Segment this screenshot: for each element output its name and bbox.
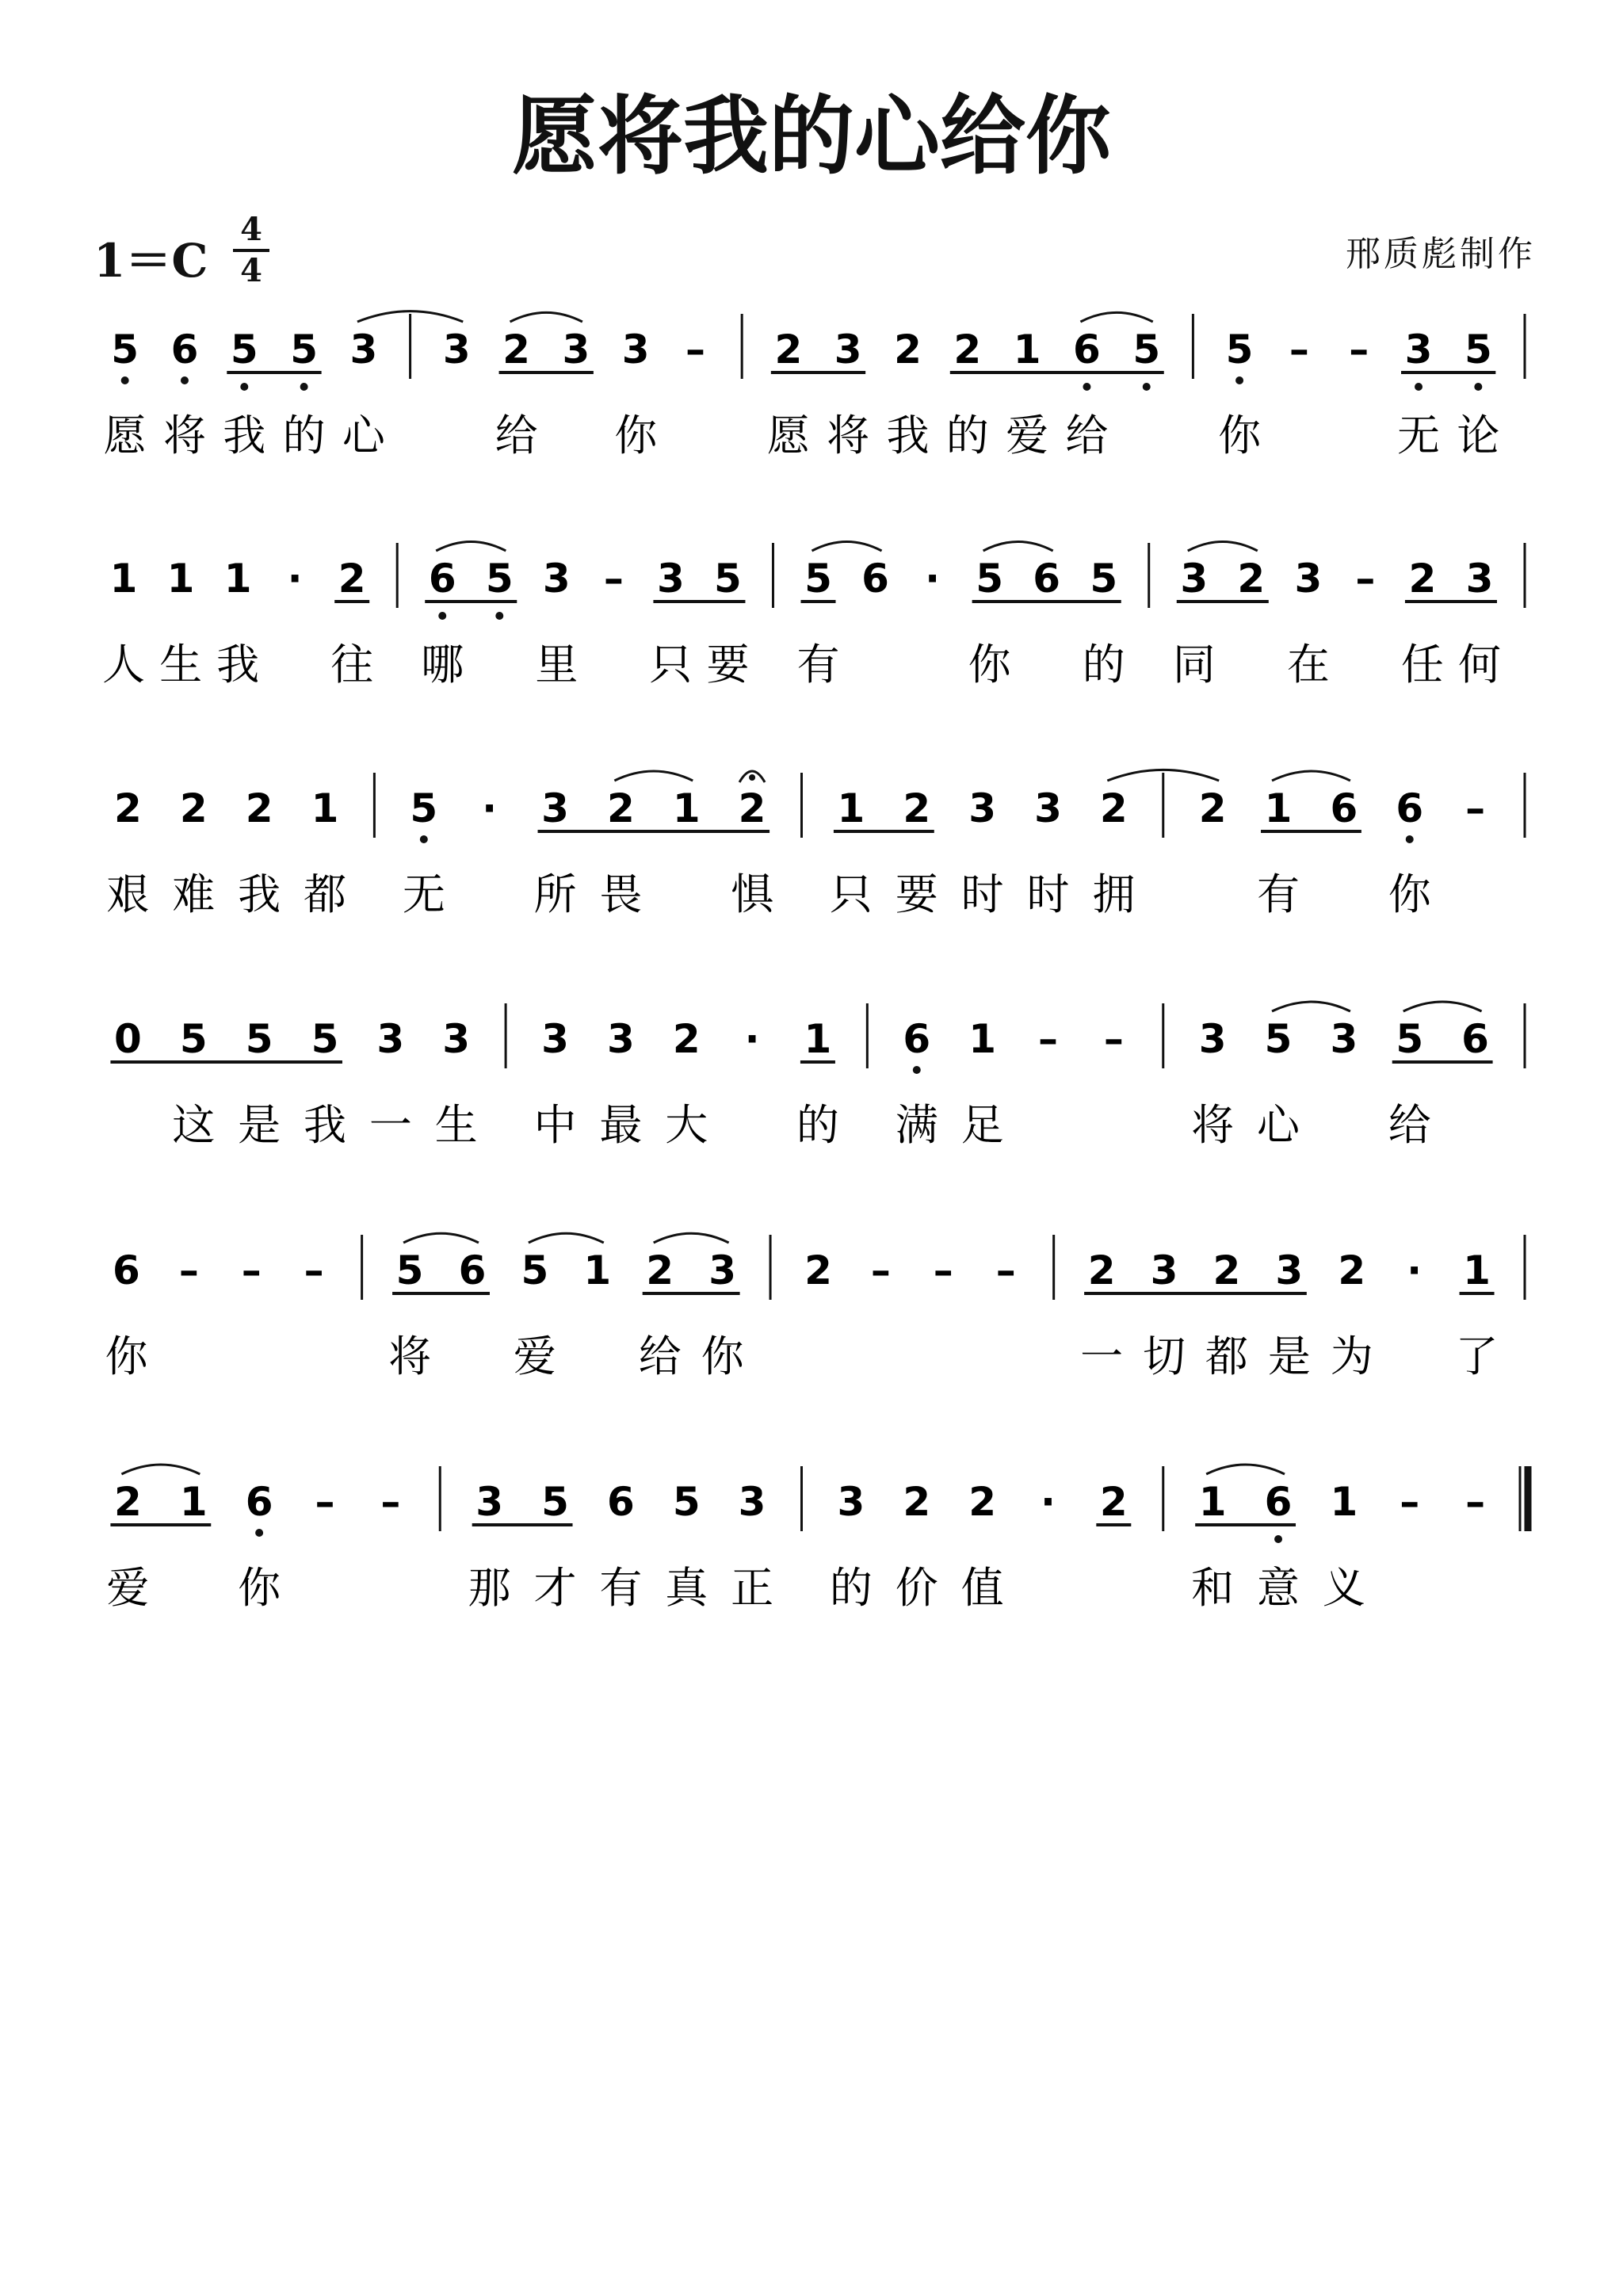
note: 1 xyxy=(804,1016,832,1062)
lyric-char: 无 xyxy=(1397,411,1441,460)
note: 5 xyxy=(485,556,514,602)
lyric-char: 将 xyxy=(1191,1100,1235,1150)
octave-dot xyxy=(300,383,308,391)
lyric-char: 正 xyxy=(731,1563,774,1613)
song-title: 愿将我的心给你 xyxy=(511,86,1111,186)
note: 5 xyxy=(311,1016,339,1062)
key-signature: 1＝C xyxy=(94,234,208,288)
note: – xyxy=(685,327,706,372)
lyric-char: 你 xyxy=(1388,869,1431,919)
lyric-char: 的 xyxy=(282,411,326,460)
octave-dot xyxy=(1143,383,1151,391)
octave-dot xyxy=(1474,383,1482,391)
note: 2 xyxy=(1338,1247,1366,1293)
note: 2 xyxy=(646,1247,674,1293)
lyric-char: 都 xyxy=(303,869,346,919)
lyric-char: 的 xyxy=(1082,640,1125,690)
note: 5 xyxy=(1264,1016,1293,1062)
octave-dot xyxy=(495,612,503,620)
note: 6 xyxy=(903,1016,931,1062)
note: 1 xyxy=(223,556,252,602)
note: 3 xyxy=(541,1016,569,1062)
lyric-char: 满 xyxy=(895,1100,938,1150)
note: 1 xyxy=(179,1479,208,1525)
lyric-char: 无 xyxy=(402,869,445,919)
note: 1 xyxy=(1264,785,1293,831)
note: 3 xyxy=(1198,1016,1227,1062)
octave-dot xyxy=(420,835,428,843)
note: 2 xyxy=(804,1247,832,1293)
lyric-char: 心 xyxy=(342,411,385,460)
note: 2 xyxy=(1099,1479,1128,1525)
note: 5 xyxy=(395,1247,424,1293)
slur xyxy=(654,1233,729,1243)
fermata-dot xyxy=(749,774,755,781)
note: 6 xyxy=(1264,1479,1293,1525)
note: 0 xyxy=(114,1016,142,1062)
slur xyxy=(1188,541,1258,551)
note: 1 xyxy=(672,785,701,831)
note: 6 xyxy=(170,327,199,372)
note: · xyxy=(482,785,498,831)
lyric-char: 任 xyxy=(1400,640,1444,690)
octave-dot xyxy=(1406,835,1414,843)
note: – xyxy=(870,1247,891,1293)
slur xyxy=(812,541,882,551)
lyric-char: 意 xyxy=(1257,1563,1300,1613)
lyric-char: 我 xyxy=(238,869,281,919)
lyric-char: 给 xyxy=(1065,411,1109,460)
slur xyxy=(403,1233,479,1243)
lyric-char: 价 xyxy=(895,1563,938,1613)
note: 5 xyxy=(1225,327,1254,372)
lyric-char: 和 xyxy=(1191,1563,1235,1613)
lyric-char: 要 xyxy=(706,640,750,690)
lyric-char: 爱 xyxy=(1006,411,1049,460)
slur xyxy=(983,541,1053,551)
time-signature-bottom: 4 xyxy=(240,252,262,289)
lyric-char: 是 xyxy=(238,1100,281,1150)
octave-dot xyxy=(438,612,446,620)
note: – xyxy=(1465,1479,1486,1525)
note: – xyxy=(304,1247,324,1293)
note: 2 xyxy=(903,1479,931,1525)
note: 6 xyxy=(458,1247,487,1293)
note: – xyxy=(1465,785,1486,831)
note: 3 xyxy=(541,785,569,831)
note: – xyxy=(1103,1016,1124,1062)
octave-dot xyxy=(181,376,189,384)
note: 5 xyxy=(1090,556,1118,602)
note: 3 xyxy=(708,1247,736,1293)
note: 3 xyxy=(542,556,571,602)
note: – xyxy=(995,1247,1016,1293)
lyric-char: 有 xyxy=(796,640,840,690)
lyric-char: 大 xyxy=(665,1100,708,1150)
lyric-char: 我 xyxy=(303,1100,346,1150)
lyric-char: 在 xyxy=(1286,640,1330,690)
lyric-char: 你 xyxy=(238,1563,281,1613)
lyric-char: 有 xyxy=(1257,869,1300,919)
lyric-char: 你 xyxy=(968,640,1011,690)
note: 3 xyxy=(738,1479,766,1525)
note: 3 xyxy=(1330,1016,1358,1062)
note: 5 xyxy=(521,1247,549,1293)
note: 5 xyxy=(230,327,258,372)
lyric-char: 愿 xyxy=(766,411,810,460)
note: 6 xyxy=(1330,785,1358,831)
lyric-char: 切 xyxy=(1143,1331,1186,1381)
note: 2 xyxy=(1198,785,1227,831)
note: · xyxy=(1040,1479,1056,1525)
slur xyxy=(1272,1002,1350,1011)
note: 5 xyxy=(1464,327,1492,372)
lyric-char: 要 xyxy=(895,869,938,919)
lyric-char: 哪 xyxy=(421,640,464,690)
lyric-char: 时 xyxy=(1026,869,1070,919)
note: 1 xyxy=(968,1016,997,1062)
note: – xyxy=(603,556,624,602)
note: · xyxy=(287,556,303,602)
note: 3 xyxy=(1034,785,1062,831)
lyric-char: 是 xyxy=(1267,1331,1311,1381)
lyric-char: 畏 xyxy=(599,869,643,919)
note: 2 xyxy=(672,1016,701,1062)
note: 5 xyxy=(410,785,438,831)
note: – xyxy=(1349,327,1369,372)
lyric-char: 的 xyxy=(796,1100,839,1150)
note: 6 xyxy=(1396,785,1424,831)
note: 2 xyxy=(1099,785,1128,831)
lyric-char: 真 xyxy=(665,1563,708,1613)
lyric-char: 的 xyxy=(945,411,989,460)
note: · xyxy=(744,1016,760,1062)
lyric-char: 只 xyxy=(829,869,873,919)
note: – xyxy=(1037,1016,1058,1062)
lyric-char: 为 xyxy=(1330,1331,1373,1381)
lyric-char: 爱 xyxy=(106,1563,150,1613)
note: 5 xyxy=(1396,1016,1424,1062)
note: 1 xyxy=(1330,1479,1358,1525)
lyric-char: 难 xyxy=(172,869,216,919)
note: 3 xyxy=(837,1479,865,1525)
lyric-char: 才 xyxy=(533,1563,577,1613)
note: 5 xyxy=(714,556,742,602)
note: 2 xyxy=(502,327,530,372)
lyric-char: 义 xyxy=(1322,1563,1365,1613)
note: 3 xyxy=(442,1016,471,1062)
note: 2 xyxy=(338,556,366,602)
lyric-char: 给 xyxy=(495,411,538,460)
note: 2 xyxy=(606,785,635,831)
note: 3 xyxy=(442,327,471,372)
note: 1 xyxy=(311,785,339,831)
note: 3 xyxy=(657,556,685,602)
note: 1 xyxy=(1013,327,1041,372)
note: · xyxy=(925,556,941,602)
note: 3 xyxy=(968,785,997,831)
lyric-char: 我 xyxy=(223,411,266,460)
note: 3 xyxy=(606,1016,635,1062)
note: 5 xyxy=(541,1479,569,1525)
octave-dot xyxy=(913,1066,921,1074)
note: 2 xyxy=(903,785,931,831)
lyric-char: 将 xyxy=(827,411,870,460)
lyric-char: 你 xyxy=(1218,411,1262,460)
lyric-char: 拥 xyxy=(1092,869,1136,919)
note: 6 xyxy=(1461,1016,1489,1062)
note: 5 xyxy=(179,1016,208,1062)
lyric-char: 时 xyxy=(960,869,1004,919)
lyric-char: 何 xyxy=(1457,640,1501,690)
slur xyxy=(614,771,693,781)
slur xyxy=(529,1233,604,1243)
note: 5 xyxy=(804,556,832,602)
note: 3 xyxy=(1150,1247,1178,1293)
octave-dot xyxy=(240,383,248,391)
octave-dot xyxy=(1274,1535,1282,1543)
note: 2 xyxy=(738,785,766,831)
note: 2 xyxy=(1237,556,1266,602)
note: 2 xyxy=(1087,1247,1116,1293)
lyric-char: 愿 xyxy=(103,411,147,460)
note: – xyxy=(1400,1479,1420,1525)
note: 6 xyxy=(245,1479,273,1525)
lyric-char: 生 xyxy=(159,640,203,690)
note: 5 xyxy=(245,1016,273,1062)
lyric-char: 人 xyxy=(102,640,146,690)
note: 5 xyxy=(672,1479,701,1525)
note: 1 xyxy=(837,785,865,831)
note: 3 xyxy=(1294,556,1323,602)
note: 3 xyxy=(562,327,590,372)
lyric-char: 所 xyxy=(533,869,577,919)
lyric-char: 你 xyxy=(105,1331,148,1381)
note: 6 xyxy=(428,556,456,602)
note: 3 xyxy=(1275,1247,1304,1293)
octave-dot xyxy=(1235,376,1243,384)
note: 2 xyxy=(968,1479,997,1525)
lyric-char: 心 xyxy=(1257,1100,1300,1150)
octave-dot xyxy=(255,1529,263,1537)
octave-dot xyxy=(1415,383,1423,391)
note: 3 xyxy=(376,1016,405,1062)
note: 3 xyxy=(1180,556,1209,602)
slur xyxy=(1206,1465,1285,1474)
note: 6 xyxy=(113,1247,140,1293)
lyric-char: 将 xyxy=(388,1331,432,1381)
note: 1 xyxy=(583,1247,612,1293)
slur xyxy=(1080,312,1152,322)
note: 2 xyxy=(114,785,142,831)
note: 5 xyxy=(290,327,319,372)
time-signature-top: 4 xyxy=(240,211,262,248)
slur xyxy=(510,312,582,322)
note: 3 xyxy=(349,327,378,372)
note: · xyxy=(1407,1247,1423,1293)
lyric-char: 一 xyxy=(1080,1331,1124,1381)
lyric-char: 的 xyxy=(829,1563,873,1613)
note: 1 xyxy=(1463,1247,1491,1293)
lyric-char: 里 xyxy=(535,640,579,690)
note: – xyxy=(178,1247,199,1293)
lyric-char: 最 xyxy=(599,1100,643,1150)
note: 2 xyxy=(114,1479,142,1525)
note: 5 xyxy=(111,327,139,372)
note: 6 xyxy=(1073,327,1101,372)
note: 6 xyxy=(861,556,889,602)
note: 2 xyxy=(894,327,922,372)
lyric-char: 只 xyxy=(649,640,693,690)
note: – xyxy=(380,1479,401,1525)
lyric-char: 将 xyxy=(162,411,206,460)
lyric-char: 这 xyxy=(172,1100,216,1150)
lyric-char: 了 xyxy=(1455,1331,1499,1381)
lyric-char: 都 xyxy=(1205,1331,1248,1381)
note: 2 xyxy=(179,785,208,831)
lyric-char: 我 xyxy=(886,411,930,460)
note: 2 xyxy=(953,327,982,372)
credit-text: 邢质彪制作 xyxy=(1346,234,1536,274)
lyric-char: 同 xyxy=(1172,640,1216,690)
note: 3 xyxy=(1404,327,1433,372)
note: 1 xyxy=(166,556,195,602)
note: – xyxy=(241,1247,262,1293)
note: 6 xyxy=(1033,556,1061,602)
note: 2 xyxy=(1408,556,1437,602)
note: 5 xyxy=(1132,327,1161,372)
lyric-char: 足 xyxy=(960,1100,1004,1150)
note: 1 xyxy=(109,556,138,602)
lyric-char: 生 xyxy=(434,1100,478,1150)
octave-dot xyxy=(121,376,129,384)
lyric-char: 那 xyxy=(468,1563,511,1613)
lyric-char: 有 xyxy=(599,1563,643,1613)
lyric-char: 爱 xyxy=(513,1331,556,1381)
slur xyxy=(121,1465,200,1474)
slur xyxy=(1403,1002,1482,1011)
lyric-char: 值 xyxy=(960,1563,1004,1613)
lyric-char: 给 xyxy=(638,1331,682,1381)
note: – xyxy=(1355,556,1376,602)
lyric-char: 你 xyxy=(701,1331,744,1381)
note: 2 xyxy=(774,327,803,372)
note: – xyxy=(1289,327,1309,372)
note: 1 xyxy=(1198,1479,1227,1525)
slur xyxy=(436,541,506,551)
note: 3 xyxy=(621,327,650,372)
octave-dot xyxy=(1083,383,1090,391)
note: 3 xyxy=(834,327,862,372)
note: 3 xyxy=(1465,556,1494,602)
lyric-char: 给 xyxy=(1388,1100,1431,1150)
note: – xyxy=(933,1247,953,1293)
lyric-char: 一 xyxy=(369,1100,412,1150)
lyric-char: 艰 xyxy=(106,869,150,919)
lyric-char: 往 xyxy=(330,640,374,690)
lyric-char: 我 xyxy=(216,640,260,690)
slur xyxy=(1272,771,1350,781)
note: 3 xyxy=(475,1479,504,1525)
lyric-char: 惧 xyxy=(731,869,774,919)
note: – xyxy=(315,1479,335,1525)
lyric-char: 论 xyxy=(1457,411,1500,460)
lyric-char: 你 xyxy=(614,411,658,460)
lyric-char: 中 xyxy=(533,1100,577,1150)
note: 5 xyxy=(976,556,1004,602)
note: 2 xyxy=(245,785,273,831)
note: 2 xyxy=(1212,1247,1241,1293)
note: 6 xyxy=(606,1479,635,1525)
